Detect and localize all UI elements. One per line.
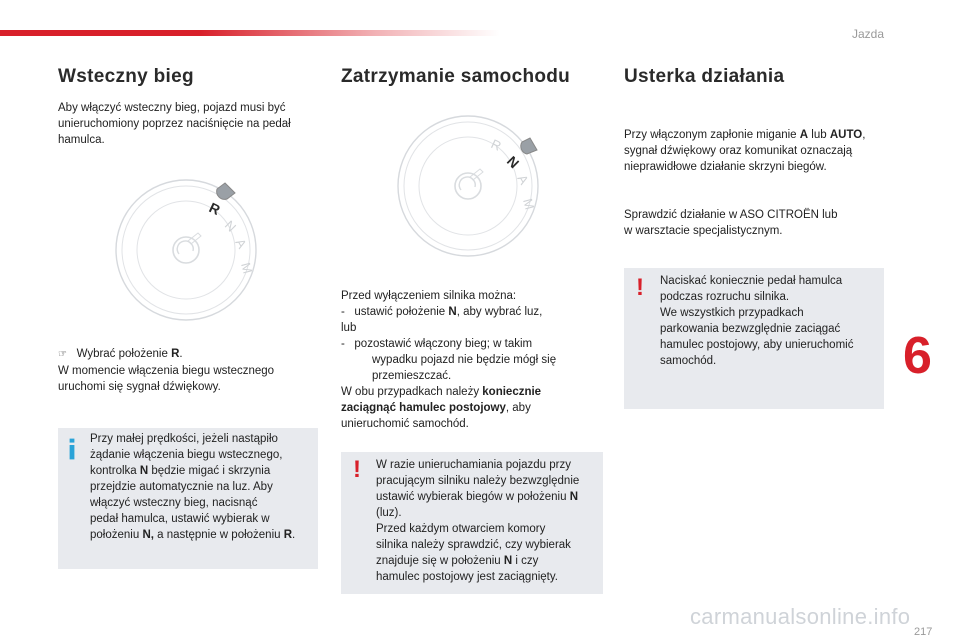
- stopping-text: [341, 288, 603, 432]
- text-line: unieruchomić samochód.: [341, 418, 469, 430]
- text-line: [90, 527, 316, 543]
- text-span: ,: [862, 129, 866, 141]
- text-line: włączyć wsteczny bieg, nacisnąć: [90, 497, 258, 509]
- gear-selector-dial-n: [390, 110, 550, 260]
- text-bold: N: [139, 465, 149, 477]
- text-line: przemieszczać.: [372, 370, 452, 382]
- text-span: - ustawić położenie: [341, 306, 449, 318]
- text-line: parkowania bezwzględnie zaciągać: [660, 323, 841, 335]
- text-line: W momencie włączenia biegu wstecznego: [58, 365, 275, 377]
- text-line: silnika należy sprawdzić, czy wybierak: [376, 539, 571, 551]
- text-bold: N,: [142, 529, 154, 541]
- text-line: [376, 489, 601, 505]
- chapter-number: 6: [903, 327, 932, 385]
- text-line: [58, 346, 318, 363]
- section-title: Jazda: [851, 27, 884, 41]
- text-bold: koniecznie: [482, 386, 542, 398]
- heading-malfunction: Usterka działania: [624, 66, 785, 87]
- text-span: , aby: [505, 402, 531, 414]
- text-line: lub: [341, 322, 357, 334]
- text-line: uruchomi się sygnał dźwiękowy.: [58, 381, 221, 393]
- text-line: unieruchomiony poprzez naciśnięcie na pedał: [58, 118, 291, 130]
- text-line: hamulec postojowy jest zaciągnięty.: [376, 571, 558, 583]
- text-bold: R: [283, 529, 293, 541]
- text-line: Przy małej prędkości, jeżeli nastąpiło: [90, 433, 278, 445]
- text-bold: N: [503, 555, 513, 567]
- text-span: kontrolka: [90, 465, 140, 477]
- text-bold: AUTO: [829, 129, 863, 141]
- dial-label-a: A: [232, 236, 250, 252]
- text-line: podczas rozruchu silnika.: [660, 291, 790, 303]
- text-line: samochód.: [660, 355, 717, 367]
- warning-icon: !: [353, 456, 361, 483]
- text-line: Aby włączyć wsteczny bieg, pojazd musi być: [58, 102, 286, 114]
- text-line: - pozostawić włączony bieg; w takim: [341, 338, 533, 350]
- text-line: nieprawidłowe działanie skrzyni biegów.: [624, 161, 827, 173]
- text-line: w warsztacie specjalistycznym.: [624, 225, 783, 237]
- text-line: [341, 400, 603, 416]
- text-line: (luz).: [376, 507, 402, 519]
- text-span: Wybrać położenie: [76, 348, 172, 360]
- dial-label-r: R: [206, 199, 223, 218]
- text-line: przejdzie automatycznie na luz. Aby: [90, 481, 273, 493]
- reverse-step: [58, 346, 318, 395]
- malfunction-check: [624, 207, 894, 239]
- text-line: [341, 384, 603, 400]
- reverse-intro: [58, 100, 318, 148]
- text-line: żądanie włączenia biegu wstecznego,: [90, 449, 283, 461]
- text-span: .: [292, 529, 296, 541]
- warning-text: [660, 273, 882, 369]
- dial-label-m: M: [520, 196, 538, 212]
- text-span: Przy włączonym zapłonie miganie: [624, 129, 800, 141]
- text-span: ustawić wybierak biegów w położeniu: [376, 491, 570, 503]
- warning-icon: !: [636, 274, 644, 301]
- warning-box: [624, 268, 884, 409]
- text-bold: N: [569, 491, 578, 503]
- text-line: [624, 127, 894, 143]
- text-line: [341, 304, 603, 320]
- text-span: i czy: [512, 555, 539, 567]
- warning-text: [376, 457, 601, 585]
- text-line: Przed każdym otwarciem komory: [376, 523, 546, 535]
- watermark: carmanualsonline.info: [690, 604, 911, 629]
- header-accent-bar: [0, 30, 500, 36]
- text-line: Sprawdzić działanie w ASO CITROËN lub: [624, 209, 838, 221]
- pointer-icon: ☞: [58, 349, 67, 360]
- text-line: hamulca.: [58, 134, 105, 146]
- dial-label-r: R: [488, 136, 504, 154]
- text-span: W obu przypadkach należy: [341, 386, 483, 398]
- info-icon: [68, 436, 76, 462]
- text-bold: N: [448, 306, 457, 318]
- text-span: lub: [808, 129, 830, 141]
- text-line: Przed wyłączeniem silnika można:: [341, 290, 517, 302]
- heading-stopping-vehicle: Zatrzymanie samochodu: [341, 66, 571, 87]
- text-line: pracującym silniku należy bezwzględnie: [376, 475, 580, 487]
- text-line: W razie unieruchamiania pojazdu przy: [376, 459, 571, 471]
- text-line: We wszystkich przypadkach: [660, 307, 804, 319]
- text-line: pedał hamulca, ustawić wybierak w: [90, 513, 270, 525]
- dial-label-m: M: [238, 260, 256, 276]
- dial-label-n: N: [221, 217, 240, 235]
- dial-label-n: N: [503, 152, 523, 172]
- text-bold: A: [799, 129, 809, 141]
- text-line: [376, 553, 601, 569]
- text-span: będzie migać i skrzynia: [148, 465, 271, 477]
- text-span: położeniu: [90, 529, 143, 541]
- text-line: Naciskać koniecznie pedał hamulca: [660, 275, 843, 287]
- text-line: [90, 463, 316, 479]
- page-number: 217: [914, 626, 933, 638]
- gear-selector-dial-r: [108, 174, 268, 324]
- text-bold: zaciągnąć hamulec postojowy: [341, 402, 506, 414]
- malfunction-text: [624, 127, 894, 175]
- text-line: hamulec postojowy, aby unieruchomić: [660, 339, 854, 351]
- info-box: [58, 428, 318, 569]
- text-line: sygnał dźwiękowy oraz komunikat oznaczają: [624, 145, 853, 157]
- warning-box: [341, 452, 603, 594]
- text-span: a następnie w położeniu: [153, 529, 284, 541]
- dial-label-a: A: [514, 172, 532, 188]
- text-span: , aby wybrać luz,: [456, 306, 543, 318]
- text-bold: R: [171, 348, 180, 360]
- text-span: .: [179, 348, 183, 360]
- text-span: znajduje się w położeniu: [376, 555, 504, 567]
- text-line: wypadku pojazd nie będzie mógł się: [372, 354, 557, 366]
- heading-reverse-gear: Wsteczny bieg: [58, 66, 194, 87]
- info-text: [90, 431, 316, 543]
